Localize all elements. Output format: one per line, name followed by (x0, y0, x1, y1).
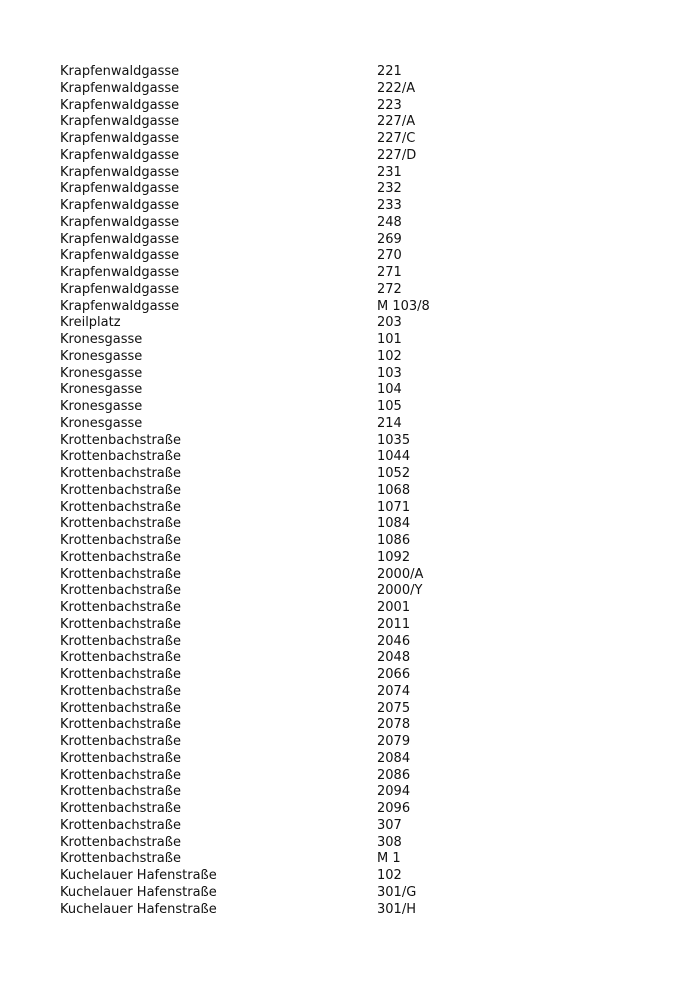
house-number: 269 (377, 231, 402, 247)
house-number: 227/A (377, 114, 416, 130)
street-name: Krottenbachstraße (60, 432, 181, 448)
address-row (60, 131, 660, 148)
house-number: 102 (377, 348, 402, 364)
street-name: Krottenbachstraße (60, 466, 181, 481)
address-row (60, 717, 660, 734)
street-name: Krapfenwaldgasse (60, 248, 180, 264)
house-number: 232 (377, 181, 402, 197)
address-list (60, 64, 660, 918)
house-number: M 103/8 (377, 298, 430, 314)
street-name: Krottenbachstraße (60, 767, 181, 783)
house-number: 222/A (377, 80, 416, 96)
address-row (60, 81, 660, 98)
address-row (60, 634, 660, 651)
street-name: Kronesgasse (60, 365, 143, 381)
street-name: Kronesgasse (60, 415, 143, 431)
house-number: 221 (377, 64, 402, 79)
address-row (60, 483, 660, 500)
street-name: Krottenbachstraße (60, 817, 181, 833)
house-number: 2084 (377, 750, 411, 766)
house-number: 301/H (377, 901, 416, 917)
street-name: Krottenbachstraße (60, 616, 181, 632)
address-row (60, 382, 660, 399)
address-row (60, 567, 660, 584)
street-name: Krapfenwaldgasse (60, 164, 180, 180)
address-row (60, 299, 660, 316)
house-number: 2046 (377, 633, 411, 649)
house-number: 101 (377, 332, 402, 347)
address-row (60, 533, 660, 550)
address-row (60, 885, 660, 902)
address-row (60, 232, 660, 249)
house-number: 2086 (377, 767, 411, 783)
address-row (60, 768, 660, 785)
street-name: Kuchelauer Hafenstraße (60, 901, 217, 917)
address-row (60, 516, 660, 533)
street-name: Kronesgasse (60, 399, 143, 414)
address-row (60, 550, 660, 567)
street-name: Krottenbachstraße (60, 566, 181, 582)
address-row (60, 349, 660, 366)
street-name: Krottenbachstraße (60, 801, 181, 816)
street-name: Krapfenwaldgasse (60, 147, 180, 163)
house-number: 227/D (377, 147, 417, 163)
street-name: Krottenbachstraße (60, 516, 181, 532)
address-row (60, 416, 660, 433)
house-number: 102 (377, 868, 402, 883)
street-name: Krottenbachstraße (60, 834, 181, 850)
address-row (60, 851, 660, 868)
street-name: Kreilplatz (60, 315, 121, 331)
house-number: 2078 (377, 717, 411, 733)
address-row (60, 315, 660, 332)
address-row (60, 165, 660, 182)
street-name: Krottenbachstraße (60, 717, 181, 733)
street-name: Krottenbachstraße (60, 549, 181, 565)
house-number: 231 (377, 164, 402, 180)
house-number: 307 (377, 817, 402, 833)
house-number: 2011 (377, 616, 411, 632)
address-row (60, 650, 660, 667)
address-row (60, 265, 660, 282)
house-number: 1071 (377, 499, 411, 515)
street-name: Krottenbachstraße (60, 683, 181, 699)
street-name: Krottenbachstraße (60, 600, 181, 615)
address-row (60, 248, 660, 265)
house-number: 2001 (377, 600, 411, 615)
house-number: 270 (377, 248, 402, 264)
street-name: Krapfenwaldgasse (60, 265, 180, 280)
house-number: 2075 (377, 700, 411, 716)
street-name: Krottenbachstraße (60, 667, 181, 682)
house-number: 301/G (377, 884, 417, 900)
address-row (60, 500, 660, 517)
address-row (60, 332, 660, 349)
house-number: M 1 (377, 851, 401, 867)
house-number: 271 (377, 265, 402, 280)
address-row (60, 835, 660, 852)
house-number: 2066 (377, 667, 411, 682)
address-row (60, 198, 660, 215)
house-number: 105 (377, 399, 402, 414)
house-number: 2094 (377, 784, 411, 800)
house-number: 1086 (377, 533, 411, 548)
street-name: Krottenbachstraße (60, 750, 181, 766)
street-name: Kronesgasse (60, 382, 143, 398)
house-number: 227/C (377, 131, 416, 146)
house-number: 2048 (377, 650, 411, 666)
street-name: Krapfenwaldgasse (60, 198, 180, 213)
street-name: Kuchelauer Hafenstraße (60, 884, 217, 900)
address-row (60, 684, 660, 701)
house-number: 248 (377, 214, 402, 230)
street-name: Krapfenwaldgasse (60, 298, 180, 314)
address-row (60, 64, 660, 81)
address-row (60, 701, 660, 718)
street-name: Krapfenwaldgasse (60, 97, 180, 113)
street-name: Krottenbachstraße (60, 482, 181, 498)
address-row (60, 734, 660, 751)
street-name: Krottenbachstraße (60, 650, 181, 666)
street-name: Kronesgasse (60, 332, 143, 347)
street-name: Krapfenwaldgasse (60, 214, 180, 230)
address-row (60, 667, 660, 684)
house-number: 223 (377, 97, 402, 113)
address-row (60, 801, 660, 818)
street-name: Krottenbachstraße (60, 633, 181, 649)
house-number: 104 (377, 382, 402, 398)
house-number: 1035 (377, 432, 411, 448)
address-row (60, 466, 660, 483)
street-name: Krottenbachstraße (60, 700, 181, 716)
street-name: Krapfenwaldgasse (60, 281, 180, 297)
address-row (60, 98, 660, 115)
house-number: 2000/A (377, 566, 424, 582)
address-row (60, 617, 660, 634)
address-row (60, 148, 660, 165)
address-row (60, 282, 660, 299)
street-name: Krottenbachstraße (60, 784, 181, 800)
street-name: Krottenbachstraße (60, 499, 181, 515)
address-row (60, 366, 660, 383)
address-row (60, 433, 660, 450)
street-name: Krottenbachstraße (60, 449, 181, 465)
house-number: 2000/Y (377, 583, 423, 599)
street-name: Krapfenwaldgasse (60, 80, 180, 96)
house-number: 203 (377, 315, 402, 331)
address-row (60, 902, 660, 919)
address-row (60, 449, 660, 466)
address-row (60, 114, 660, 131)
house-number: 1092 (377, 549, 411, 565)
house-number: 2074 (377, 683, 411, 699)
house-number: 1044 (377, 449, 411, 465)
house-number: 272 (377, 281, 402, 297)
house-number: 2096 (377, 801, 411, 816)
house-number: 2079 (377, 734, 411, 749)
house-number: 1068 (377, 482, 411, 498)
house-number: 214 (377, 415, 402, 431)
street-name: Krottenbachstraße (60, 533, 181, 548)
address-row (60, 181, 660, 198)
street-name: Krottenbachstraße (60, 734, 181, 749)
address-row (60, 600, 660, 617)
street-name: Kronesgasse (60, 348, 143, 364)
house-number: 1052 (377, 466, 411, 481)
address-row (60, 868, 660, 885)
street-name: Krottenbachstraße (60, 583, 181, 599)
address-row (60, 399, 660, 416)
street-name: Krapfenwaldgasse (60, 64, 180, 79)
street-name: Krapfenwaldgasse (60, 231, 180, 247)
address-row (60, 784, 660, 801)
address-row (60, 583, 660, 600)
street-name: Krapfenwaldgasse (60, 181, 180, 197)
house-number: 233 (377, 198, 402, 213)
house-number: 308 (377, 834, 402, 850)
address-row (60, 818, 660, 835)
address-row (60, 215, 660, 232)
street-name: Krapfenwaldgasse (60, 114, 180, 130)
house-number: 103 (377, 365, 402, 381)
address-row (60, 751, 660, 768)
street-name: Krottenbachstraße (60, 851, 181, 867)
street-name: Kuchelauer Hafenstraße (60, 868, 217, 883)
house-number: 1084 (377, 516, 411, 532)
street-name: Krapfenwaldgasse (60, 131, 180, 146)
